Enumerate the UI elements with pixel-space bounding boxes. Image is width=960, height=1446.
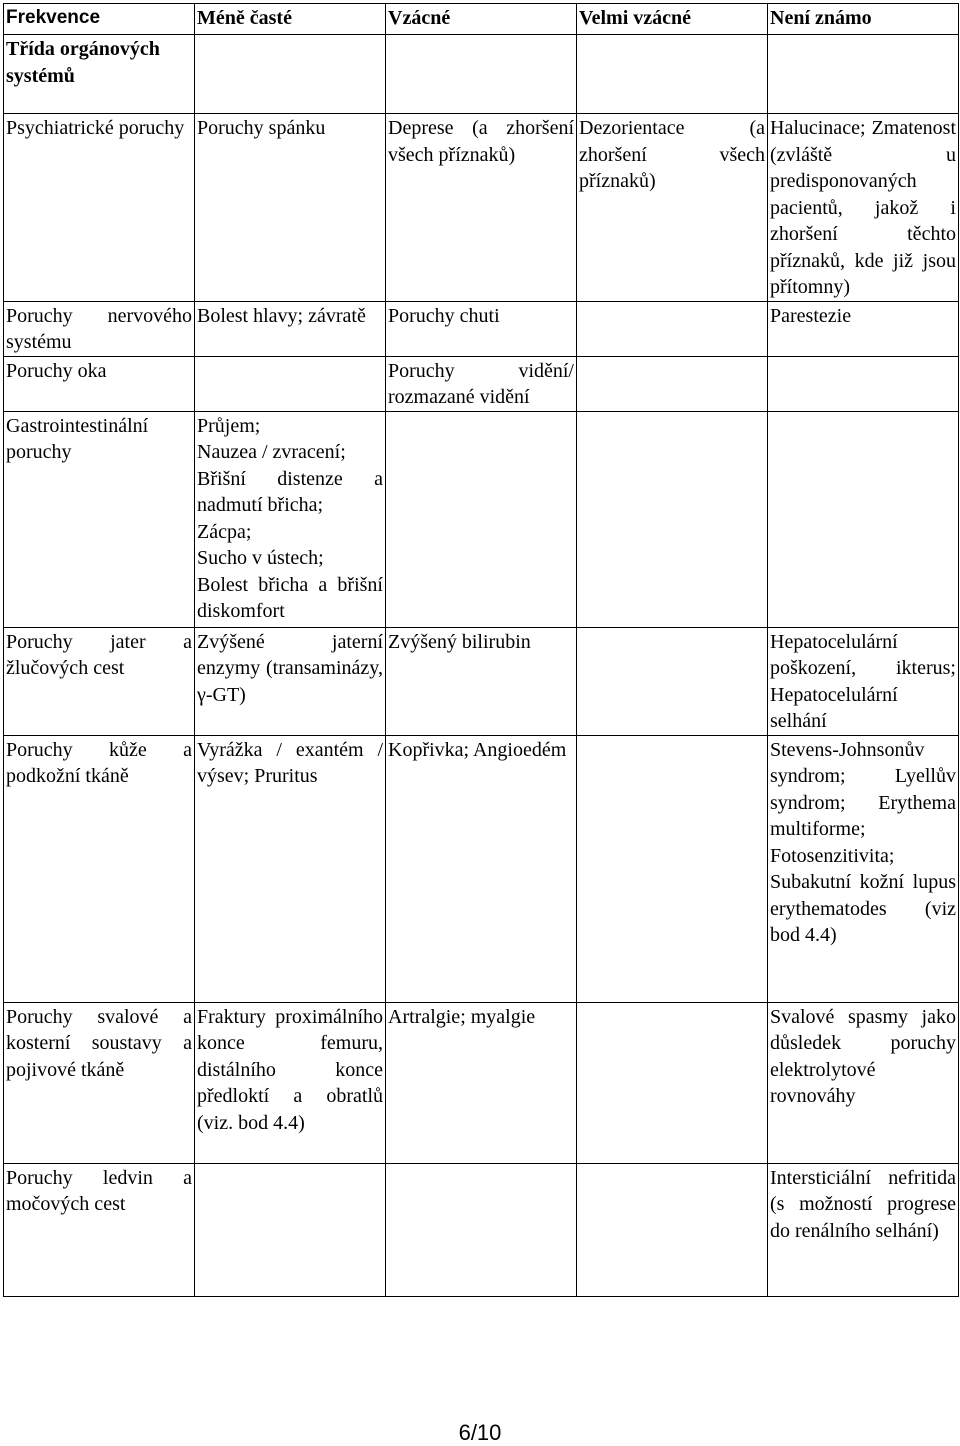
rare-cell [386,411,577,627]
header-very-rare: Velmi vzácné [577,4,768,35]
rare-cell: Poruchy vidění/ rozmazané vidění [386,356,577,411]
very-rare-cell: Dezorientace (a zhoršení všech příznaků) [577,114,768,302]
rare-cell: Zvýšený bilirubin [386,627,577,735]
less-common-cell: Zvýšené jaterní enzymy (transaminázy, γ-GT) [195,627,386,735]
not-known-cell: Stevens-Johnsonův syndrom; Lyellův syndrom; Erythema multiforme; Fotosenzitivita; Subakutní kožní lupus erythematodes (viz bod 4.4) [768,735,959,1002]
very-rare-cell [577,1002,768,1163]
less-common-cell: Poruchy spánku [195,114,386,302]
table-row [4,356,959,411]
header-frequency: Frekvence [4,4,195,35]
table-row [4,411,959,627]
organ-cell: Psychiatrické poruchy [4,114,195,302]
page-number: 6/10 [458,1420,502,1445]
less-common-cell [195,1163,386,1296]
table-row [4,627,959,735]
less-common-cell [195,356,386,411]
not-known-cell: Hepatocelulární poškození, ikterus; Hepatocelulární selhání [768,627,959,735]
organ-cell: Poruchy nervového systému [4,301,195,356]
table-row [4,735,959,1002]
list-item: Nauzea / zvracení; [197,441,346,463]
very-rare-cell [577,627,768,735]
not-known-cell: Halucinace; Zmatenost (zvláště u predisponovaných pacientů, jakož i zhoršení těchto příznaků, kde již jsou přítomny) [768,114,959,302]
not-known-cell: Intersticiální nefritida (s možností progrese do renálního selhání) [768,1163,959,1296]
organ-class-label: Třída orgánových systémů [4,35,195,114]
not-known-cell [768,411,959,627]
rare-cell: Poruchy chuti [386,301,577,356]
list-item: Sucho v ústech; [197,547,324,569]
less-common-cell: Fraktury proximálního konce femuru, distálního konce předloktí a obratlů (viz. bod 4.4) [195,1002,386,1163]
adverse-effects-table [3,3,959,1297]
table-header-row [4,4,959,35]
list-item: Průjem; [197,414,261,437]
organ-cell: Poruchy ledvin a močových cest [4,1163,195,1296]
not-known-cell [768,356,959,411]
very-rare-cell [577,301,768,356]
header-rare: Vzácné [386,4,577,35]
not-known-cell: Svalové spasmy jako důsledek poruchy elektrolytové rovnováhy [768,1002,959,1163]
very-rare-cell [577,735,768,1002]
very-rare-cell [577,1163,768,1296]
table-row [4,114,959,302]
very-rare-cell [577,411,768,627]
rare-cell: Kopřivka; Angioedém [386,735,577,1002]
organ-cell: Gastrointestinální poruchy [4,411,195,627]
organ-cell: Poruchy oka [4,356,195,411]
table-row [4,1163,959,1296]
list-item: Břišní distenze a nadmutí břicha; [197,467,383,516]
list-item: Zácpa; [197,520,252,543]
header-less-common: Méně časté [195,4,386,35]
header-not-known: Není známo [768,4,959,35]
organ-cell: Poruchy jater a žlučových cest [4,627,195,735]
not-known-cell: Parestezie [768,301,959,356]
less-common-cell [195,411,386,627]
table-row [4,1002,959,1163]
less-common-cell: Vyrážka / exantém / výsev; Pruritus [195,735,386,1002]
list-item: Bolest břicha a břišní diskomfort [197,573,383,622]
rare-cell: Deprese (a zhoršení všech příznaků) [386,114,577,302]
table-row [4,301,959,356]
rare-cell [386,1163,577,1296]
organ-class-row [4,35,959,114]
organ-cell: Poruchy svalové a kosterní soustavy a pojivové tkáně [4,1002,195,1163]
organ-cell: Poruchy kůže a podkožní tkáně [4,735,195,1002]
rare-cell: Artralgie; myalgie [386,1002,577,1163]
very-rare-cell [577,356,768,411]
less-common-cell: Bolest hlavy; závratě [195,301,386,356]
